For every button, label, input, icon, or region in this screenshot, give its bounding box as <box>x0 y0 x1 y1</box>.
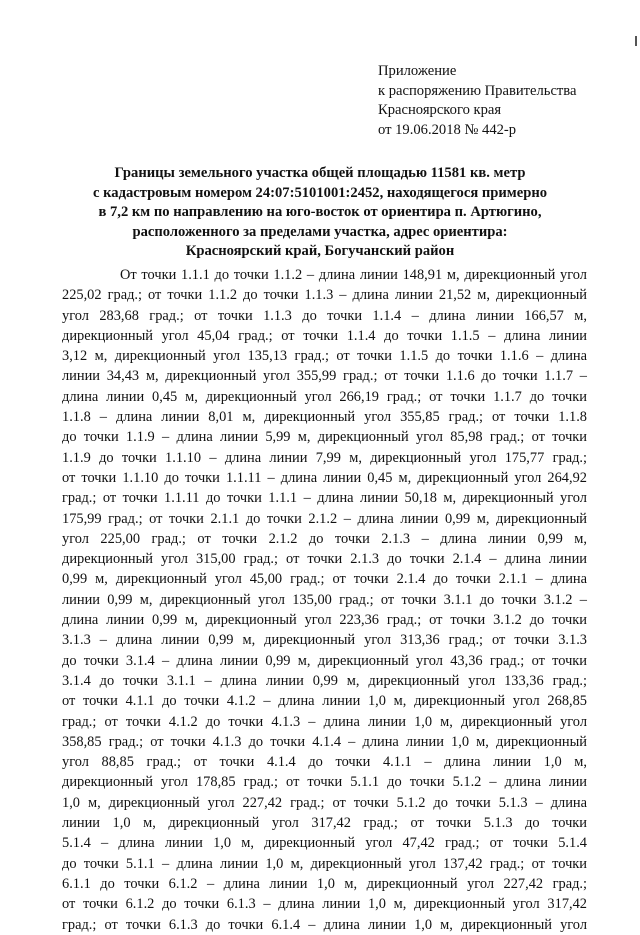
body-line: линии 0,99 м, дирекционный угол 135,00 град.; от точки 3.1.1 до точки 3.1.2 – <box>62 591 587 608</box>
header-line-4: от 19.06.2018 № 442-р <box>378 121 517 138</box>
title-line-3: в 7,2 км по направлению на юго-восток от ориентира п. Артюгино, <box>98 204 542 220</box>
body-line: 3.1.4 до точки 3.1.1 – длина линии 0,99 м, дирекционный угол 133,36 град.; <box>62 672 587 689</box>
boundary-description <box>62 265 587 935</box>
body-line: От точки 1.1.1 до точки 1.1.2 – длина линии 148,91 м, дирекционный угол <box>120 267 587 283</box>
body-line: град.; от точки 1.1.11 до точки 1.1.1 – длина линии 50,18 м, дирекционный угол <box>62 490 587 507</box>
body-line: дирекционный угол 45,04 град.; от точки 1.1.4 до точки 1.1.5 – длина линии <box>62 327 587 344</box>
body-line: 1.1.8 – длина линии 8,01 м, дирекционный угол 355,85 град.; от точки 1.1.8 <box>62 409 587 426</box>
body-line: от точки 4.1.1 до точки 4.1.2 – длина линии 1,0 м, дирекционный угол 268,85 <box>62 693 587 710</box>
body-line: линии 34,43 м, дирекционный угол 355,99 град.; от точки 1.1.6 до точки 1.1.7 – <box>62 368 587 385</box>
body-line: 3,12 м, дирекционный угол 135,13 град.; от точки 1.1.5 до точки 1.1.6 – длина <box>62 348 587 365</box>
body-line: дирекционный угол 315,00 град.; от точки 2.1.3 до точки 2.1.4 – длина линии <box>62 551 587 568</box>
body-line: 0,99 м, дирекционный угол 45,00 град.; от точки 2.1.4 до точки 2.1.1 – длина <box>62 571 587 588</box>
body-line: до точки 1.1.9 – длина линии 5,99 м, дирекционный угол 85,98 град.; от точки <box>62 429 587 446</box>
document-title <box>60 164 580 262</box>
body-line: дирекционный угол 178,85 град.; от точки 5.1.1 до точки 5.1.2 – длина линии <box>62 774 587 791</box>
body-line: до точки 5.1.1 – длина линии 1,0 м, дирекционный угол 137,42 град.; от точки <box>62 855 587 872</box>
body-line: град.; от точки 4.1.2 до точки 4.1.3 – длина линии 1,0 м, дирекционный угол <box>62 713 587 730</box>
title-line-5: Красноярский край, Богучанский район <box>185 243 455 259</box>
appendix-header <box>378 62 576 140</box>
body-line: от точки 6.1.2 до точки 6.1.3 – длина линии 1,0 м, дирекционный угол 317,42 <box>62 896 587 913</box>
body-line: 225,02 град.; от точки 1.1.2 до точки 1.1.3 – длина линии 21,52 м, дирекционный <box>62 287 587 304</box>
body-line: угол 283,68 град.; от точки 1.1.3 до точки 1.1.4 – длина линии 166,57 м, <box>62 307 587 324</box>
body-line: 358,85 град.; от точки 4.1.3 до точки 4.1.4 – длина линии 1,0 м, дирекционный <box>62 733 587 750</box>
body-line: 5.1.4 – длина линии 1,0 м, дирекционный угол 47,42 град.; от точки 5.1.4 <box>62 835 587 852</box>
title-line-2: с кадастровым номером 24:07:5101001:2452, находящегося примерно <box>92 184 548 201</box>
header-line-3: Красноярского края <box>378 102 502 118</box>
body-line: длина линии 0,99 м, дирекционный угол 223,36 град.; от точки 3.1.2 до точки <box>62 612 587 629</box>
body-line: 6.1.1 до точки 6.1.2 – длина линии 1,0 м, дирекционный угол 227,42 град.; <box>62 875 587 892</box>
scan-edge-mark <box>635 36 637 46</box>
body-line: угол 88,85 град.; от точки 4.1.4 до точки 4.1.1 – длина линии 1,0 м, <box>62 754 587 771</box>
body-line: 175,99 град.; от точки 2.1.1 до точки 2.1.2 – длина линии 0,99 м, дирекционный <box>62 510 587 527</box>
body-line: от точки 1.1.10 до точки 1.1.11 – длина линии 0,45 м, дирекционный угол 264,92 <box>62 469 587 486</box>
header-line-1: Приложение <box>378 63 457 79</box>
body-line: 1,0 м, дирекционный угол 227,42 град.; от точки 5.1.2 до точки 5.1.3 – длина <box>62 794 587 811</box>
title-line-4: расположенного за пределами участка, адрес ориентира: <box>132 223 508 240</box>
body-line: длина линии 0,45 м, дирекционный угол 266,19 град.; от точки 1.1.7 до точки <box>62 388 587 405</box>
header-line-2: к распоряжению Правительства <box>378 82 577 99</box>
title-line-1: Границы земельного участка общей площадью 11581 кв. метр <box>114 165 526 181</box>
body-line: град.; от точки 6.1.3 до точки 6.1.4 – длина линии 1,0 м, дирекционный угол <box>62 916 587 933</box>
body-line: до точки 3.1.4 – длина линии 0,99 м, дирекционный угол 43,36 град.; от точки <box>62 652 587 669</box>
body-line: 1.1.9 до точки 1.1.10 – длина линии 7,99 м, дирекционный угол 175,77 град.; <box>62 449 587 466</box>
body-line: угол 225,00 град.; от точки 2.1.2 до точки 2.1.3 – длина линии 0,99 м, <box>62 530 587 547</box>
body-line: 3.1.3 – длина линии 0,99 м, дирекционный угол 313,36 град.; от точки 3.1.3 <box>62 632 587 649</box>
body-line: линии 1,0 м, дирекционный угол 317,42 град.; от точки 5.1.3 до точки <box>62 815 587 832</box>
